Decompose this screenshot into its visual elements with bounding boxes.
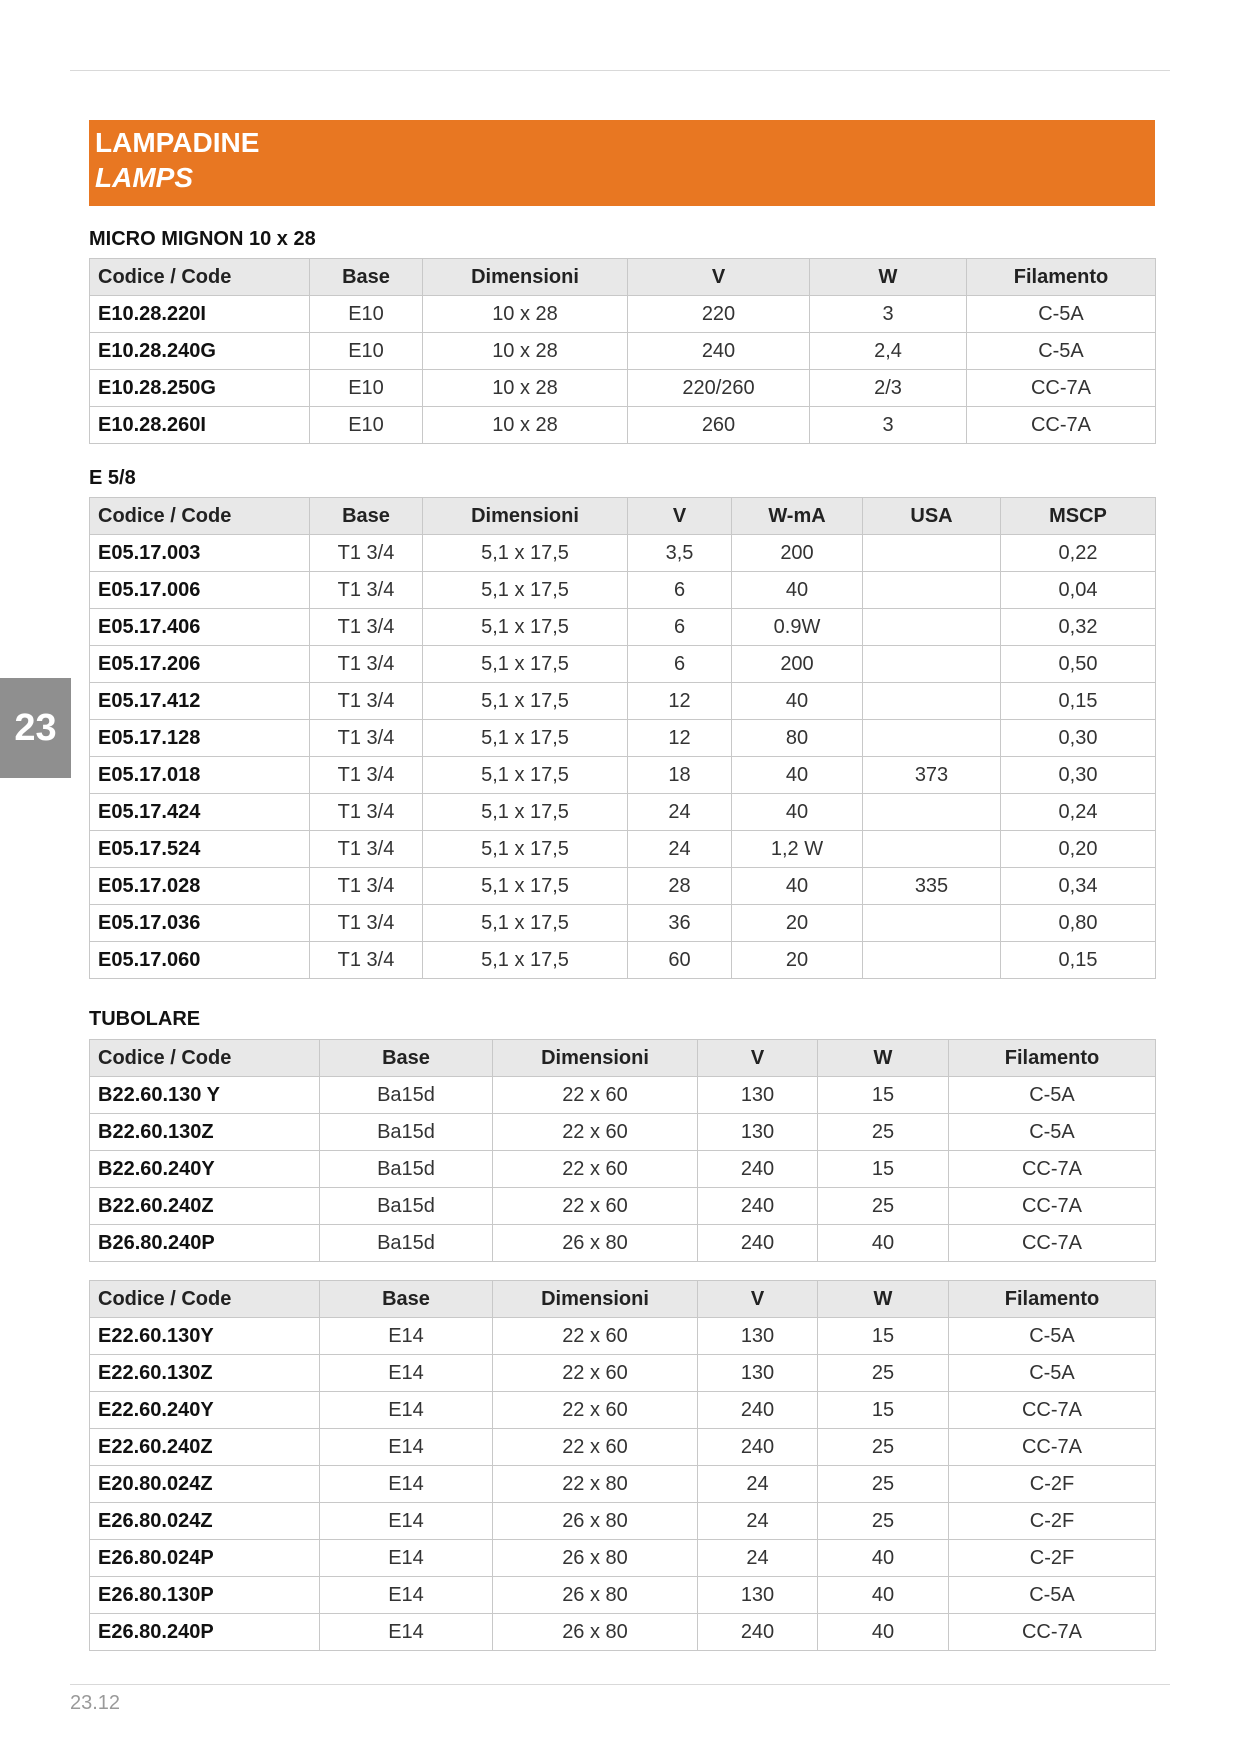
table-cell: 20 <box>732 942 863 979</box>
top-rule <box>70 70 1170 71</box>
section-title-e58: E 5/8 <box>89 467 136 489</box>
table-cell: 25 <box>818 1355 949 1392</box>
table-cell <box>863 535 1001 572</box>
table-cell: 240 <box>698 1429 818 1466</box>
column-header: Base <box>310 259 423 296</box>
page-number: 23.12 <box>70 1692 121 1714</box>
product-code-cell: E26.80.130P <box>90 1577 320 1614</box>
table-cell: 5,1 x 17,5 <box>423 535 628 572</box>
table-cell: 0,22 <box>1001 535 1156 572</box>
table-cell: 40 <box>818 1614 949 1651</box>
table-cell: 0,34 <box>1001 868 1156 905</box>
section-title-tubolare: TUBOLARE <box>89 1008 201 1030</box>
column-header: V <box>628 498 732 535</box>
table-cell: C-5A <box>949 1077 1156 1114</box>
table-cell: E14 <box>320 1429 493 1466</box>
table-cell: E14 <box>320 1577 493 1614</box>
table-cell: 26 x 80 <box>493 1577 698 1614</box>
table-cell: 25 <box>818 1503 949 1540</box>
table-cell: 5,1 x 17,5 <box>423 942 628 979</box>
table-cell: 0,15 <box>1001 683 1156 720</box>
table-cell: C-5A <box>967 296 1156 333</box>
table-row <box>90 407 1156 444</box>
table-row <box>90 757 1156 794</box>
table-cell: 24 <box>628 831 732 868</box>
table-row <box>90 1503 1156 1540</box>
table-row <box>90 831 1156 868</box>
table-cell: 5,1 x 17,5 <box>423 757 628 794</box>
column-header: Dimensioni <box>493 1281 698 1318</box>
table-cell: E10 <box>310 296 423 333</box>
table-header-row <box>90 259 1156 296</box>
table-cell: 240 <box>698 1188 818 1225</box>
column-header: W <box>818 1281 949 1318</box>
table-cell: 220/260 <box>628 370 810 407</box>
product-code-cell: B22.60.240Y <box>90 1151 320 1188</box>
table-cell: 10 x 28 <box>423 333 628 370</box>
product-code-cell: B22.60.130Z <box>90 1114 320 1151</box>
table-cell: CC-7A <box>949 1392 1156 1429</box>
column-header: Dimensioni <box>423 498 628 535</box>
column-header: Filamento <box>949 1281 1156 1318</box>
table-cell: 15 <box>818 1318 949 1355</box>
table-cell: C-5A <box>949 1577 1156 1614</box>
table-cell: Ba15d <box>320 1188 493 1225</box>
product-code-cell: E05.17.006 <box>90 572 310 609</box>
table-cell: T1 3/4 <box>310 794 423 831</box>
table-cell: 22 x 60 <box>493 1114 698 1151</box>
table-cell: 18 <box>628 757 732 794</box>
table-row <box>90 1540 1156 1577</box>
table-row <box>90 572 1156 609</box>
table-cell: 3,5 <box>628 535 732 572</box>
product-code-cell: E05.17.018 <box>90 757 310 794</box>
table-cell: 2/3 <box>810 370 967 407</box>
chapter-tab-marker: 23 <box>0 678 71 778</box>
table-cell: 60 <box>628 942 732 979</box>
table-cell: Ba15d <box>320 1225 493 1262</box>
table-cell: 240 <box>698 1151 818 1188</box>
table-cell: C-5A <box>949 1318 1156 1355</box>
table-cell: 40 <box>732 757 863 794</box>
table-cell <box>863 905 1001 942</box>
column-header: W <box>810 259 967 296</box>
column-header: V <box>698 1281 818 1318</box>
spec-table-tubolare-e14 <box>89 1280 1156 1651</box>
table-cell: 6 <box>628 609 732 646</box>
table-cell: 373 <box>863 757 1001 794</box>
column-header: W-mA <box>732 498 863 535</box>
column-header: MSCP <box>1001 498 1156 535</box>
table-cell: 130 <box>698 1577 818 1614</box>
table-cell: CC-7A <box>949 1225 1156 1262</box>
table-cell: 28 <box>628 868 732 905</box>
table-cell: T1 3/4 <box>310 905 423 942</box>
table-cell: C-5A <box>949 1114 1156 1151</box>
table-cell: 0,15 <box>1001 942 1156 979</box>
product-code-cell: E05.17.003 <box>90 535 310 572</box>
column-header: Base <box>320 1281 493 1318</box>
table-row <box>90 720 1156 757</box>
table-row <box>90 1466 1156 1503</box>
table-cell: 12 <box>628 720 732 757</box>
table-cell: E10 <box>310 407 423 444</box>
table-cell: E14 <box>320 1392 493 1429</box>
table-cell: 12 <box>628 683 732 720</box>
table-cell: 240 <box>698 1225 818 1262</box>
product-code-cell: E26.80.024Z <box>90 1503 320 1540</box>
table-cell: 240 <box>698 1614 818 1651</box>
table-cell: 40 <box>818 1225 949 1262</box>
product-code-cell: E22.60.240Z <box>90 1429 320 1466</box>
product-code-cell: B22.60.240Z <box>90 1188 320 1225</box>
table-cell: 24 <box>628 794 732 831</box>
table-row <box>90 1225 1156 1262</box>
table-row <box>90 1318 1156 1355</box>
table-row <box>90 1188 1156 1225</box>
table-cell: 0,80 <box>1001 905 1156 942</box>
table-cell: 130 <box>698 1114 818 1151</box>
table-row <box>90 794 1156 831</box>
product-code-cell: E05.17.424 <box>90 794 310 831</box>
table-cell: 10 x 28 <box>423 296 628 333</box>
table-cell: E10 <box>310 333 423 370</box>
product-code-cell: E10.28.260I <box>90 407 310 444</box>
table-cell: CC-7A <box>967 370 1156 407</box>
header-title-english: LAMPS <box>95 162 193 193</box>
table-cell <box>863 720 1001 757</box>
table-cell: C-2F <box>949 1540 1156 1577</box>
table-cell <box>863 794 1001 831</box>
column-header: V <box>628 259 810 296</box>
table-cell: 6 <box>628 572 732 609</box>
table-cell: T1 3/4 <box>310 572 423 609</box>
table-cell: 40 <box>732 794 863 831</box>
table-cell: T1 3/4 <box>310 720 423 757</box>
table-cell <box>863 831 1001 868</box>
table-cell: E14 <box>320 1318 493 1355</box>
table-cell: 1,2 W <box>732 831 863 868</box>
table-cell: 335 <box>863 868 1001 905</box>
table-cell: 22 x 60 <box>493 1392 698 1429</box>
table-cell: 22 x 60 <box>493 1077 698 1114</box>
table-cell: 0,20 <box>1001 831 1156 868</box>
product-code-cell: E26.80.240P <box>90 1614 320 1651</box>
table-row <box>90 1114 1156 1151</box>
table-row <box>90 370 1156 407</box>
product-code-cell: E20.80.024Z <box>90 1466 320 1503</box>
table-row <box>90 296 1156 333</box>
product-code-cell: E10.28.240G <box>90 333 310 370</box>
table-cell: 26 x 80 <box>493 1225 698 1262</box>
table-row <box>90 646 1156 683</box>
product-code-cell: E10.28.250G <box>90 370 310 407</box>
table-cell: 200 <box>732 646 863 683</box>
table-row <box>90 683 1156 720</box>
table-cell: 130 <box>698 1318 818 1355</box>
page-header-banner <box>89 120 1155 206</box>
table-cell <box>863 609 1001 646</box>
table-cell: Ba15d <box>320 1077 493 1114</box>
table-row <box>90 1577 1156 1614</box>
table-cell: 0,30 <box>1001 720 1156 757</box>
header-title-italian: LAMPADINE <box>95 127 260 158</box>
table-cell: 40 <box>732 868 863 905</box>
product-code-cell: E05.17.036 <box>90 905 310 942</box>
table-cell: 24 <box>698 1503 818 1540</box>
product-code-cell: E05.17.028 <box>90 868 310 905</box>
table-cell: 130 <box>698 1355 818 1392</box>
table-cell: T1 3/4 <box>310 757 423 794</box>
table-cell: CC-7A <box>949 1614 1156 1651</box>
table-cell: 240 <box>628 333 810 370</box>
table-cell: T1 3/4 <box>310 683 423 720</box>
table-cell: E14 <box>320 1503 493 1540</box>
table-row <box>90 1429 1156 1466</box>
table-cell: 130 <box>698 1077 818 1114</box>
table-row <box>90 1151 1156 1188</box>
table-cell <box>863 942 1001 979</box>
table-cell: T1 3/4 <box>310 535 423 572</box>
table-cell: 5,1 x 17,5 <box>423 683 628 720</box>
table-cell: 26 x 80 <box>493 1503 698 1540</box>
column-header: Filamento <box>967 259 1156 296</box>
product-code-cell: E05.17.128 <box>90 720 310 757</box>
table-cell: 36 <box>628 905 732 942</box>
product-code-cell: E05.17.206 <box>90 646 310 683</box>
table-cell: 25 <box>818 1466 949 1503</box>
table-cell <box>863 683 1001 720</box>
table-cell: 15 <box>818 1151 949 1188</box>
table-cell: CC-7A <box>949 1429 1156 1466</box>
table-cell: 5,1 x 17,5 <box>423 794 628 831</box>
table-cell: E14 <box>320 1614 493 1651</box>
table-row <box>90 333 1156 370</box>
product-code-cell: E22.60.240Y <box>90 1392 320 1429</box>
product-code-cell: E05.17.406 <box>90 609 310 646</box>
product-code-cell: E22.60.130Z <box>90 1355 320 1392</box>
table-cell: 40 <box>732 683 863 720</box>
table-row <box>90 1614 1156 1651</box>
table-cell: CC-7A <box>949 1151 1156 1188</box>
table-header-row <box>90 1040 1156 1077</box>
column-header: Dimensioni <box>493 1040 698 1077</box>
section-title-micro-mignon: MICRO MIGNON 10 x 28 <box>89 228 316 250</box>
table-cell: T1 3/4 <box>310 646 423 683</box>
table-cell: E14 <box>320 1355 493 1392</box>
spec-table-tubolare-ba15d <box>89 1039 1156 1262</box>
table-cell: 0,04 <box>1001 572 1156 609</box>
table-cell: 25 <box>818 1429 949 1466</box>
table-row <box>90 905 1156 942</box>
table-header-row <box>90 498 1156 535</box>
column-header: Base <box>320 1040 493 1077</box>
table-cell: 80 <box>732 720 863 757</box>
table-cell: 5,1 x 17,5 <box>423 868 628 905</box>
table-cell: Ba15d <box>320 1151 493 1188</box>
table-cell: E14 <box>320 1540 493 1577</box>
table-cell: 25 <box>818 1114 949 1151</box>
table-row <box>90 868 1156 905</box>
table-cell: 5,1 x 17,5 <box>423 905 628 942</box>
product-code-cell: E10.28.220I <box>90 296 310 333</box>
product-code-cell: E05.17.060 <box>90 942 310 979</box>
table-cell: 0,32 <box>1001 609 1156 646</box>
table-cell: CC-7A <box>967 407 1156 444</box>
table-row <box>90 535 1156 572</box>
column-header: Filamento <box>949 1040 1156 1077</box>
table-cell: 200 <box>732 535 863 572</box>
table-cell: 0,24 <box>1001 794 1156 831</box>
table-cell <box>863 572 1001 609</box>
table-cell: 3 <box>810 296 967 333</box>
product-code-cell: E26.80.024P <box>90 1540 320 1577</box>
table-cell: 22 x 60 <box>493 1318 698 1355</box>
table-row <box>90 1392 1156 1429</box>
product-code-cell: E05.17.412 <box>90 683 310 720</box>
table-row <box>90 1077 1156 1114</box>
table-cell: 40 <box>818 1540 949 1577</box>
table-cell: 5,1 x 17,5 <box>423 831 628 868</box>
column-header: USA <box>863 498 1001 535</box>
table-cell: 0,30 <box>1001 757 1156 794</box>
table-cell: 24 <box>698 1540 818 1577</box>
column-header: Base <box>310 498 423 535</box>
table-cell: 10 x 28 <box>423 407 628 444</box>
table-cell: C-5A <box>967 333 1156 370</box>
table-row <box>90 609 1156 646</box>
table-row <box>90 942 1156 979</box>
column-header: Dimensioni <box>423 259 628 296</box>
table-cell: 40 <box>818 1577 949 1614</box>
spec-table-e58 <box>89 497 1156 979</box>
table-cell: 5,1 x 17,5 <box>423 609 628 646</box>
product-code-cell: E05.17.524 <box>90 831 310 868</box>
table-cell: 260 <box>628 407 810 444</box>
table-cell: 22 x 80 <box>493 1466 698 1503</box>
table-cell: 22 x 60 <box>493 1429 698 1466</box>
column-header: W <box>818 1040 949 1077</box>
table-cell: 20 <box>732 905 863 942</box>
table-cell: E14 <box>320 1466 493 1503</box>
table-cell: T1 3/4 <box>310 868 423 905</box>
table-cell: 0.9W <box>732 609 863 646</box>
table-cell: 0,50 <box>1001 646 1156 683</box>
table-header-row <box>90 1281 1156 1318</box>
table-cell: 15 <box>818 1077 949 1114</box>
column-header: Codice / Code <box>90 259 310 296</box>
table-cell: 22 x 60 <box>493 1151 698 1188</box>
product-code-cell: B26.80.240P <box>90 1225 320 1262</box>
table-cell: 220 <box>628 296 810 333</box>
column-header: Codice / Code <box>90 1281 320 1318</box>
table-cell: 5,1 x 17,5 <box>423 646 628 683</box>
table-cell: 25 <box>818 1188 949 1225</box>
table-cell: T1 3/4 <box>310 609 423 646</box>
table-cell: Ba15d <box>320 1114 493 1151</box>
table-cell: 2,4 <box>810 333 967 370</box>
table-cell: 22 x 60 <box>493 1188 698 1225</box>
table-cell: C-2F <box>949 1466 1156 1503</box>
table-cell: T1 3/4 <box>310 942 423 979</box>
table-cell: E10 <box>310 370 423 407</box>
table-cell: 5,1 x 17,5 <box>423 572 628 609</box>
table-cell: 26 x 80 <box>493 1540 698 1577</box>
table-cell: 40 <box>732 572 863 609</box>
column-header: Codice / Code <box>90 498 310 535</box>
product-code-cell: B22.60.130 Y <box>90 1077 320 1114</box>
table-cell: C-5A <box>949 1355 1156 1392</box>
bottom-rule <box>70 1684 1170 1685</box>
column-header: Codice / Code <box>90 1040 320 1077</box>
table-cell: 5,1 x 17,5 <box>423 720 628 757</box>
table-row <box>90 1355 1156 1392</box>
table-cell: 15 <box>818 1392 949 1429</box>
table-cell <box>863 646 1001 683</box>
spec-table-micro-mignon <box>89 258 1156 444</box>
table-cell: 240 <box>698 1392 818 1429</box>
table-cell: 10 x 28 <box>423 370 628 407</box>
table-cell: C-2F <box>949 1503 1156 1540</box>
table-cell: 3 <box>810 407 967 444</box>
column-header: V <box>698 1040 818 1077</box>
table-cell: 24 <box>698 1466 818 1503</box>
table-cell: T1 3/4 <box>310 831 423 868</box>
table-cell: 22 x 60 <box>493 1355 698 1392</box>
product-code-cell: E22.60.130Y <box>90 1318 320 1355</box>
table-cell: CC-7A <box>949 1188 1156 1225</box>
table-cell: 6 <box>628 646 732 683</box>
table-cell: 26 x 80 <box>493 1614 698 1651</box>
